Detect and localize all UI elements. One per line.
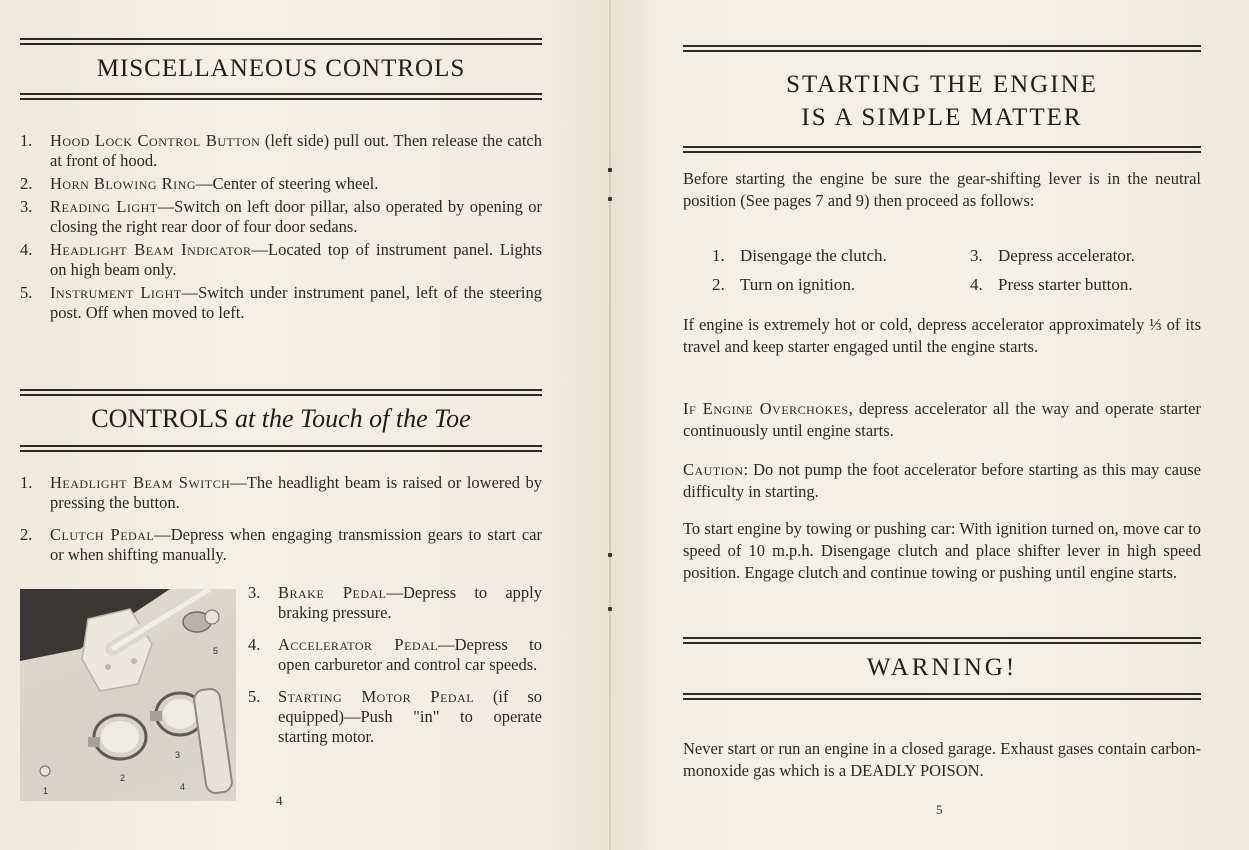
towing-paragraph: To start engine by towing or pushing car: With ignition turned on, move car to speed of 10 m.p.h. Disengage clutch and place shifter lever in high speed position. Engage clutch and continue towing or pushing until engine starts. — [683, 519, 1201, 582]
section-title-starting-engine: STARTING THE ENGINE IS A SIMPLE MATTER — [786, 71, 1098, 131]
page-number-left: 4 — [276, 793, 283, 808]
caution-paragraph: Caution: Do not pump the foot accelerator before starting as this may cause difficulty in starting. — [683, 460, 1201, 501]
pedals-illustration-icon — [20, 589, 236, 801]
item-term: Clutch Pedal — [50, 525, 155, 544]
list-item: 3. Reading Light—Switch on left door pillar, also operated by opening or closing the right rear door of four door sedans. — [20, 197, 543, 236]
starting-steps — [712, 245, 1192, 296]
item-term: Headlight Beam Indicator — [50, 240, 252, 259]
list-item: 4. Headlight Beam Indicator—Located top of instrument panel. Lights on high beam only. — [20, 240, 542, 279]
pedals-photo — [20, 589, 236, 801]
svg-text:4: 4 — [180, 782, 186, 792]
intro-paragraph: Before starting the engine be sure the gear-shifting lever is in the neutral position (See pages 7 and 9) then proceed as follows: — [683, 169, 1201, 210]
step-item: 3. Depress accelerator. — [970, 246, 1135, 265]
binding-staple — [608, 197, 612, 201]
double-rule — [683, 637, 1201, 644]
toe-controls-list — [20, 473, 542, 577]
double-rule — [20, 445, 542, 452]
double-rule — [20, 93, 542, 100]
section-title-toe-controls: CONTROLS at the Touch of the Toe — [91, 404, 471, 433]
section-title-warning: WARNING! — [866, 654, 1018, 681]
item-term: Instrument Light — [50, 283, 182, 302]
item-term: Headlight Beam Switch — [50, 473, 231, 492]
toe-controls-list-continued — [248, 583, 542, 759]
page-number-right: 5 — [936, 802, 943, 817]
step-item: 1. Disengage the clutch. — [712, 246, 887, 265]
svg-text:2: 2 — [120, 773, 126, 783]
double-rule — [20, 389, 542, 396]
item-term: Starting Motor Pedal — [278, 687, 475, 706]
step-item: 2. Turn on ignition. — [712, 275, 856, 294]
list-item: 1. Hood Lock Control Button (left side) pull out. Then release the catch at front of hood. — [20, 131, 542, 170]
section-title-misc-controls: MISCELLANEOUS CONTROLS — [96, 55, 466, 82]
item-term: Brake Pedal — [278, 583, 387, 602]
list-item: 1. Headlight Beam Switch—The headlight beam is raised or lowered by pressing the button. — [20, 473, 542, 512]
svg-text:3: 3 — [175, 750, 181, 760]
list-item: 2. Clutch Pedal—Depress when engaging transmission gears to start car or when shifting manually. — [20, 525, 542, 564]
svg-text:5: 5 — [213, 646, 219, 656]
binding-staple — [608, 553, 612, 557]
list-item: 2. Horn Blowing Ring—Center of steering wheel. — [20, 174, 379, 193]
item-term: Reading Light — [50, 197, 158, 216]
binding-gutter — [609, 0, 611, 850]
step-item: 4. Press starter button. — [970, 275, 1133, 294]
binding-staple — [608, 607, 612, 611]
double-rule — [683, 45, 1201, 52]
binding-staple — [608, 168, 612, 172]
item-term: Accelerator Pedal — [278, 635, 439, 654]
warning-paragraph: Never start or run an engine in a closed garage. Exhaust gases contain carbon-monoxide gas which is a DEADLY POISON. — [683, 739, 1201, 780]
overchoke-paragraph: If Engine Overchokes, depress accelerator all the way and operate starter continuously until engine starts. — [683, 399, 1201, 440]
item-term: Horn Blowing Ring — [50, 174, 196, 193]
list-item: 5. Starting Motor Pedal (if so equipped)—Push "in" to operate starting motor. — [248, 687, 542, 746]
double-rule — [683, 146, 1201, 153]
list-item: 4. Accelerator Pedal—Depress to open carburetor and control car speeds. — [248, 635, 542, 674]
double-rule — [20, 38, 542, 45]
hot-cold-paragraph: If engine is extremely hot or cold, depress accelerator approximately ⅓ of its travel and keep starter engaged until the engine starts. — [683, 315, 1201, 356]
misc-controls-list — [20, 131, 542, 326]
list-item: 5. Instrument Light—Switch under instrument panel, left of the steering post. Off when moved to left. — [20, 283, 542, 322]
double-rule — [683, 693, 1201, 700]
list-item: 3. Brake Pedal—Depress to apply braking pressure. — [248, 583, 542, 622]
svg-text:1: 1 — [43, 786, 49, 796]
item-term: Hood Lock Control Button — [50, 131, 261, 150]
